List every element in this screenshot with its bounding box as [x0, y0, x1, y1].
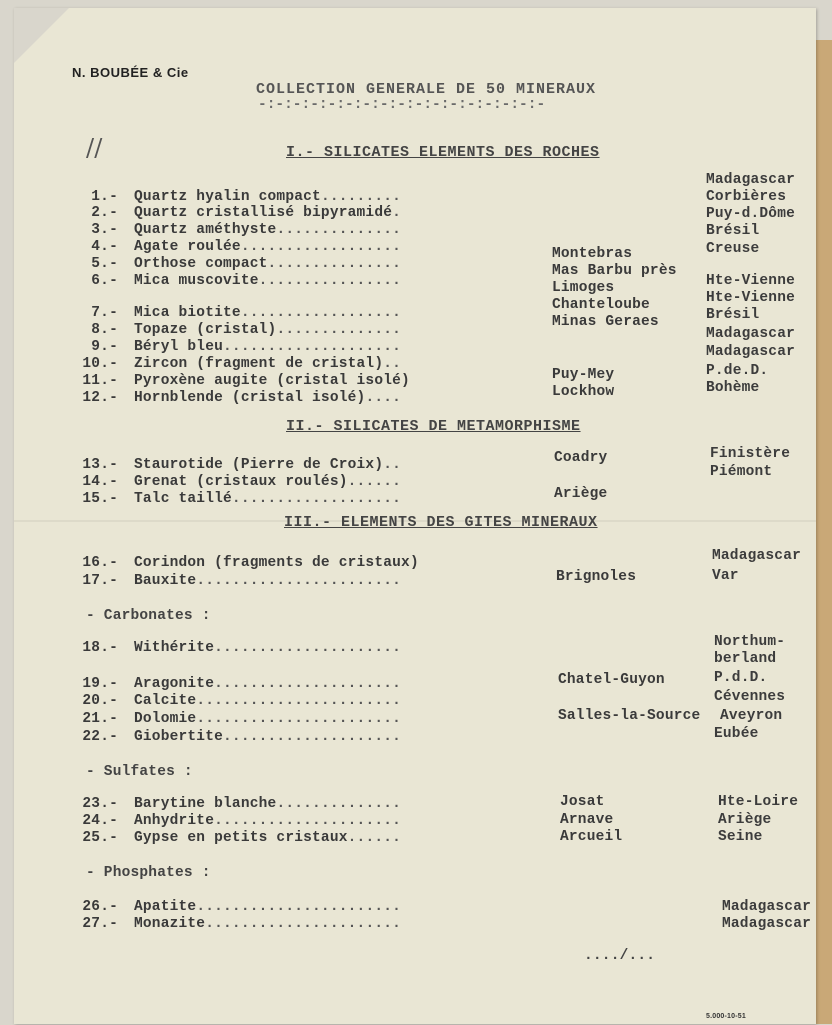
item-number: 12.-	[82, 390, 118, 406]
dot-leader: .....................	[214, 813, 402, 829]
item-number: 5.-	[91, 256, 118, 272]
continued-mark: ..../...	[584, 948, 656, 964]
dot-leader: ..............	[276, 796, 402, 812]
item-number: 9.-	[91, 339, 118, 355]
dot-leader: ....................	[223, 729, 402, 745]
dot-leader: .......................	[196, 573, 402, 589]
dot-leader: ..............	[276, 222, 402, 238]
item-number: 17.-	[82, 573, 118, 589]
item-origin: Coadry	[554, 450, 608, 466]
item-region: Hte-Vienne	[706, 273, 796, 289]
item-region: Madagascar	[722, 916, 812, 932]
item-region: Piémont	[710, 464, 773, 480]
section-heading-2: II.- SILICATES DE METAMORPHISME	[286, 418, 581, 435]
item-number: 24.-	[82, 813, 118, 829]
item-origin: Chanteloube	[552, 297, 650, 313]
item-region: Var	[712, 568, 739, 584]
item-origin: Puy-Mey	[552, 367, 615, 383]
item-origin: Salles-la-Source	[558, 708, 701, 724]
item-number: 22.-	[82, 729, 118, 745]
item-name: Topaze (cristal)..............	[134, 322, 402, 338]
item-name: Monazite......................	[134, 916, 402, 932]
item-origin: Josat	[560, 794, 605, 810]
dot-leader: ................	[258, 273, 402, 289]
item-name: Grenat (cristaux roulés)......	[134, 474, 402, 490]
item-name: Quartz cristallisé bipyramidé.	[134, 205, 402, 221]
item-name: Dolomie.......................	[134, 711, 402, 727]
item-number: 4.-	[91, 239, 118, 255]
item-region: Eubée	[714, 726, 759, 742]
item-name: Hornblende (cristal isolé)....	[134, 390, 402, 406]
item-name: Aragonite.....................	[134, 676, 402, 692]
item-name: Apatite.......................	[134, 899, 402, 915]
dot-leader: ..	[383, 356, 402, 372]
item-number: 8.-	[91, 322, 118, 338]
title-underline: -:-:-:-:-:-:-:-:-:-:-:-:-:-:-:-:-	[258, 97, 546, 113]
item-region: P.de.D.	[706, 363, 769, 379]
item-name: Quartz hyalin compact.........	[134, 189, 402, 205]
item-origin: Mas Barbu près	[552, 263, 677, 279]
dot-leader: .......................	[196, 899, 402, 915]
item-region: Madagascar	[706, 326, 796, 342]
item-name: Staurotide (Pierre de Croix)..	[134, 457, 402, 473]
dot-leader: .....................	[214, 676, 402, 692]
item-origin: Ariège	[554, 486, 608, 502]
dot-leader: .........	[320, 189, 402, 205]
item-region: Madagascar	[722, 899, 812, 915]
item-name: Bauxite.......................	[134, 573, 402, 589]
item-number: 23.-	[82, 796, 118, 812]
item-number: 27.-	[82, 916, 118, 932]
item-origin: Arnave	[560, 812, 614, 828]
item-name: Calcite.......................	[134, 693, 402, 709]
dot-leader: ......	[347, 830, 402, 846]
item-region: Hte-Vienne	[706, 290, 796, 306]
item-number: 2.-	[91, 205, 118, 221]
item-name: Zircon (fragment de cristal)..	[134, 356, 402, 372]
item-number: 13.-	[82, 457, 118, 473]
item-number: 19.-	[82, 676, 118, 692]
item-number: 10.-	[82, 356, 118, 372]
item-region: Corbières	[706, 189, 787, 205]
document-page	[14, 8, 816, 1024]
item-origin: Montebras	[552, 246, 633, 262]
item-region: Ariège	[718, 812, 772, 828]
item-name: Pyroxène augite (cristal isolé)	[134, 373, 410, 389]
dot-leader: ...............	[267, 256, 402, 272]
item-origin: Minas Geraes	[552, 314, 659, 330]
item-origin: Brignoles	[556, 569, 637, 585]
item-origin-continued: Limoges	[552, 280, 615, 296]
item-number: 3.-	[91, 222, 118, 238]
item-origin: Chatel-Guyon	[558, 672, 665, 688]
item-region: Aveyron	[720, 708, 783, 724]
item-region: Seine	[718, 829, 763, 845]
collection-title: COLLECTION GENERALE DE 50 MINERAUX	[256, 81, 597, 98]
item-number: 15.-	[82, 491, 118, 507]
dot-leader: ....	[365, 390, 402, 406]
item-number: 6.-	[91, 273, 118, 289]
item-name: Béryl bleu....................	[134, 339, 402, 355]
dot-leader: .......................	[196, 711, 402, 727]
item-number: 1.-	[91, 189, 118, 205]
item-region: Cévennes	[714, 689, 786, 705]
section-heading-1: I.- SILICATES ELEMENTS DES ROCHES	[286, 144, 600, 161]
folded-corner	[14, 8, 69, 63]
item-name: Gypse en petits cristaux......	[134, 830, 402, 846]
item-name: Quartz améthyste..............	[134, 222, 402, 238]
item-origin: Arcueil	[560, 829, 623, 845]
item-name: Withérite.....................	[134, 640, 402, 656]
item-region: Bohème	[706, 380, 760, 396]
item-name: Talc taillé...................	[134, 491, 402, 507]
item-number: 18.-	[82, 640, 118, 656]
item-name: Agate roulée..................	[134, 239, 402, 255]
subsection-phosphates: - Phosphates :	[86, 865, 211, 881]
dot-leader: .......................	[196, 693, 402, 709]
company-name: N. BOUBÉE & Cie	[72, 65, 189, 80]
subsection-carbonates: - Carbonates :	[86, 608, 211, 624]
item-name: Mica muscovite................	[134, 273, 402, 289]
dot-leader: ..................	[240, 239, 402, 255]
item-number: 7.-	[91, 305, 118, 321]
dot-leader: .....................	[214, 640, 402, 656]
item-number: 21.-	[82, 711, 118, 727]
item-region: P.d.D.	[714, 670, 768, 686]
item-name: Barytine blanche..............	[134, 796, 402, 812]
item-region: Madagascar	[706, 344, 796, 360]
item-region: Brésil	[706, 307, 760, 323]
item-region: Finistère	[710, 446, 791, 462]
item-name: Orthose compact...............	[134, 256, 402, 272]
item-number: 11.-	[82, 373, 118, 389]
dot-leader: ...................	[231, 491, 402, 507]
item-number: 16.-	[82, 555, 118, 571]
item-name: Mica biotite..................	[134, 305, 402, 321]
dot-leader: ......................	[205, 916, 402, 932]
subsection-sulfates: - Sulfates :	[86, 764, 193, 780]
dot-leader: .	[392, 205, 402, 221]
dot-leader: ..	[383, 457, 402, 473]
item-name: Giobertite....................	[134, 729, 402, 745]
item-name: Corindon (fragments de cristaux)	[134, 555, 419, 571]
section-heading-3: III.- ELEMENTS DES GITES MINERAUX	[284, 514, 598, 531]
item-region: Madagascar	[712, 548, 802, 564]
print-code: 5.000-10-51	[706, 1013, 746, 1020]
item-region: Creuse	[706, 241, 760, 257]
item-name: Anhydrite.....................	[134, 813, 402, 829]
item-number: 25.-	[82, 830, 118, 846]
item-region: Northum-	[714, 634, 786, 650]
handwritten-mark: //	[86, 134, 103, 162]
item-region-continued: berland	[714, 651, 777, 667]
item-region: Brésil	[706, 223, 760, 239]
dot-leader: ..............	[276, 322, 402, 338]
item-number: 14.-	[82, 474, 118, 490]
item-origin: Lockhow	[552, 384, 615, 400]
item-number: 20.-	[82, 693, 118, 709]
item-region: Hte-Loire	[718, 794, 799, 810]
item-region: Puy-d.Dôme	[706, 206, 796, 222]
item-region: Madagascar	[706, 172, 796, 188]
dot-leader: ......	[347, 474, 402, 490]
item-number: 26.-	[82, 899, 118, 915]
dot-leader: ..................	[240, 305, 402, 321]
dot-leader: ....................	[223, 339, 402, 355]
